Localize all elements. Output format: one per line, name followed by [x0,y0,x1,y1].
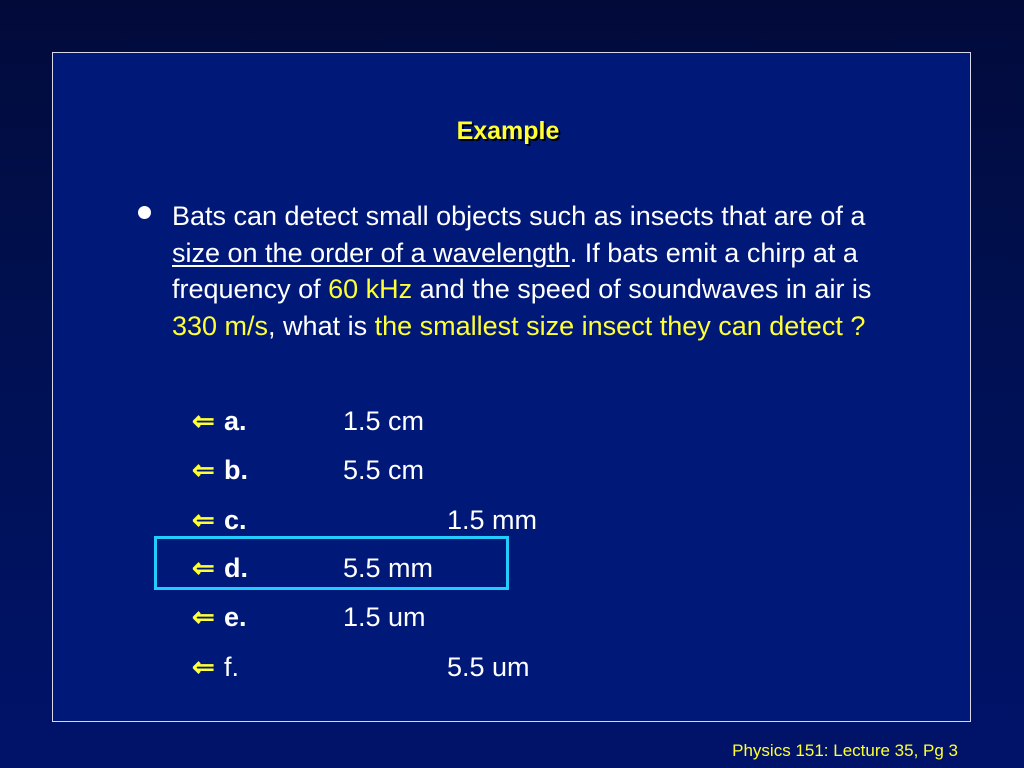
option-value: 1.5 cm [343,406,425,436]
speed-value: 330 m/s [172,310,269,341]
option-letter: e. [224,602,247,632]
option-value: 1.5 um [343,602,426,632]
question-text-part: . If bats emit a chirp at a frequency of [172,237,858,304]
wavelength-phrase: size on the order of a wavelength [172,237,570,268]
frequency-value: 60 kHz [328,274,413,304]
option-value: 1.5 mm [447,505,538,535]
option-value: 5.5 cm [343,455,425,485]
question-text [172,198,917,344]
question-text-part: Bats can detect small objects such as insects that are of a [172,201,866,231]
bullet-dot-icon [138,206,151,219]
option-a [192,404,425,438]
option-letter: a. [224,406,247,436]
option-letter: c. [224,505,247,535]
option-letter: f. [224,652,240,682]
arrow-left-icon: ⇐ [192,652,215,682]
question-text-part: , what is [268,310,375,341]
arrow-left-icon: ⇐ [192,505,215,535]
question-highlight: the smallest size insect they can detect ? [374,310,866,341]
option-b [192,453,425,487]
option-value: 5.5 mm [343,553,434,583]
slide-title: Example [456,117,560,145]
option-letter: d. [224,553,248,583]
arrow-left-icon: ⇐ [192,553,215,583]
slide-footer: Physics 151: Lecture 35, Pg 3 [732,741,958,760]
question-text-part: and the speed of soundwaves in air is [412,274,872,304]
arrow-left-icon: ⇐ [192,406,215,436]
option-c [192,503,538,537]
option-value: 5.5 um [447,652,530,682]
slide-frame [52,52,971,722]
answer-highlight-box [154,536,509,590]
option-f [192,650,530,684]
option-e [192,600,426,634]
arrow-left-icon: ⇐ [192,455,215,485]
option-letter: b. [224,455,248,485]
arrow-left-icon: ⇐ [192,602,215,632]
